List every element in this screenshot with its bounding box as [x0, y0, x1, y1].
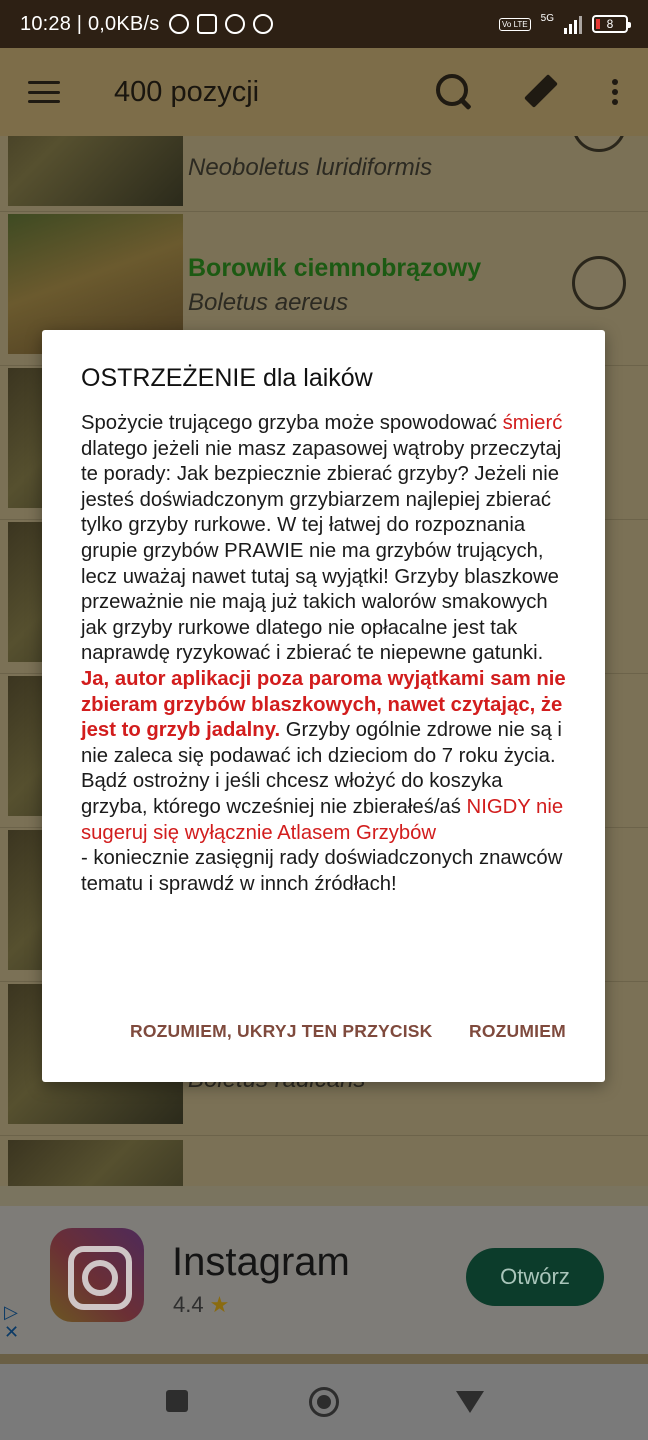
page-title: 400 pozycji [114, 75, 260, 108]
nfc-icon [197, 14, 217, 34]
edible-icon [572, 136, 626, 152]
message-text: Grzyby ogólnie zdrowe nie są i nie zaleca się podawać ich dzieciom do 7 roku życia. Bądź ostrożny i jeśli chcesz włożyć do koszyka grzyba, którego wcześniej nie zbierałeś/aś [81, 719, 562, 818]
alarm-icon [169, 14, 189, 34]
back-icon[interactable] [456, 1391, 484, 1413]
ad-rating [173, 1292, 229, 1318]
status-time: 10:28 | 0,0KB/s [20, 12, 160, 35]
warning-dialog [42, 330, 605, 1082]
status-bar [0, 0, 648, 48]
home-icon[interactable] [309, 1387, 339, 1417]
message-highlight-never: NIGDY nie sugeruj się wyłącznie Atlasem Grzybów [81, 795, 564, 844]
ok-button[interactable]: ROZUMIEM [469, 1021, 566, 1041]
more-options-icon[interactable] [612, 79, 618, 105]
message-highlight-death: śmierć [502, 412, 563, 434]
mushroom-thumbnail [8, 1140, 183, 1186]
ad-banner[interactable] [0, 1206, 648, 1354]
message-text: Spożycie trującego grzyba może spowodować [81, 412, 503, 434]
search-icon[interactable] [436, 74, 472, 110]
recents-icon[interactable] [166, 1390, 188, 1412]
mushroom-thumbnail [8, 136, 183, 206]
dialog-message [81, 411, 571, 897]
system-nav-bar [0, 1364, 648, 1440]
app-toolbar [0, 48, 648, 136]
list-item[interactable] [0, 136, 648, 212]
message-author-note: Ja, autor aplikacji poza paroma wyjątkami sam nie zbieram grzybów blaszkowych, nawet czytając, że jest to grzyb jadalny. [81, 667, 566, 742]
battery-level: 8 [606, 17, 614, 31]
edit-icon[interactable] [524, 74, 560, 110]
ad-bottom-divider [0, 1354, 648, 1364]
dialog-title: OSTRZEŻENIE dla laików [81, 364, 373, 392]
star-icon: ★ [209, 1292, 230, 1317]
species-name: Borowik ciemnobrązowy [188, 254, 482, 282]
hide-button[interactable]: ROZUMIEM, UKRYJ TEN PRZYCISK [130, 1021, 433, 1041]
list-item[interactable] [0, 1136, 648, 1186]
latin-name: Boletus aereus [188, 289, 349, 316]
volte-icon: Vo LTE [499, 18, 531, 31]
whatsapp-icon [225, 14, 245, 34]
ad-app-name[interactable]: Instagram [172, 1240, 350, 1284]
notification-icons [169, 14, 273, 34]
message-text: - koniecznie zasięgnij rady doświadczonych znawców tematu i sprawdź w innch źródłach! [81, 847, 563, 895]
menu-icon[interactable] [28, 81, 60, 103]
message-text: dlatego jeżeli nie masz zapasowej wątroby przeczytaj te porady: Jak bezpiecznie zbierać grzyby? Jeżeli nie jesteś doświadczonym grzybiarzem najlepiej zbierać tylko grzyby rurkowe. W tej łatwej do rozpoznania grupie grzybów PRAWIE nie ma grzybów trujących, lecz uważaj nawet tutaj są wyjątki! Grzyby blaszkowe przeważnie nie mają już takich walorów smakowych jak grzyby rurkowe dlatego nie opłacalne jest tak naprawdę ryzykować i zbierać te niepewne gatunki. [81, 437, 562, 665]
ad-open-button[interactable]: Otwórz [466, 1248, 604, 1306]
adchoices-icon[interactable]: ▷ ✕ [4, 1302, 20, 1342]
ad-rating-value: 4.4 [173, 1292, 204, 1317]
battery-icon [592, 15, 628, 33]
edible-icon [572, 256, 626, 310]
latin-name: Neoboletus luridiformis [188, 154, 433, 181]
instagram-logo-icon[interactable] [50, 1228, 144, 1322]
list-bottom-divider [0, 1186, 648, 1206]
signal-icon [564, 14, 582, 34]
chrome-icon [253, 14, 273, 34]
network-type: 5G [540, 12, 554, 24]
